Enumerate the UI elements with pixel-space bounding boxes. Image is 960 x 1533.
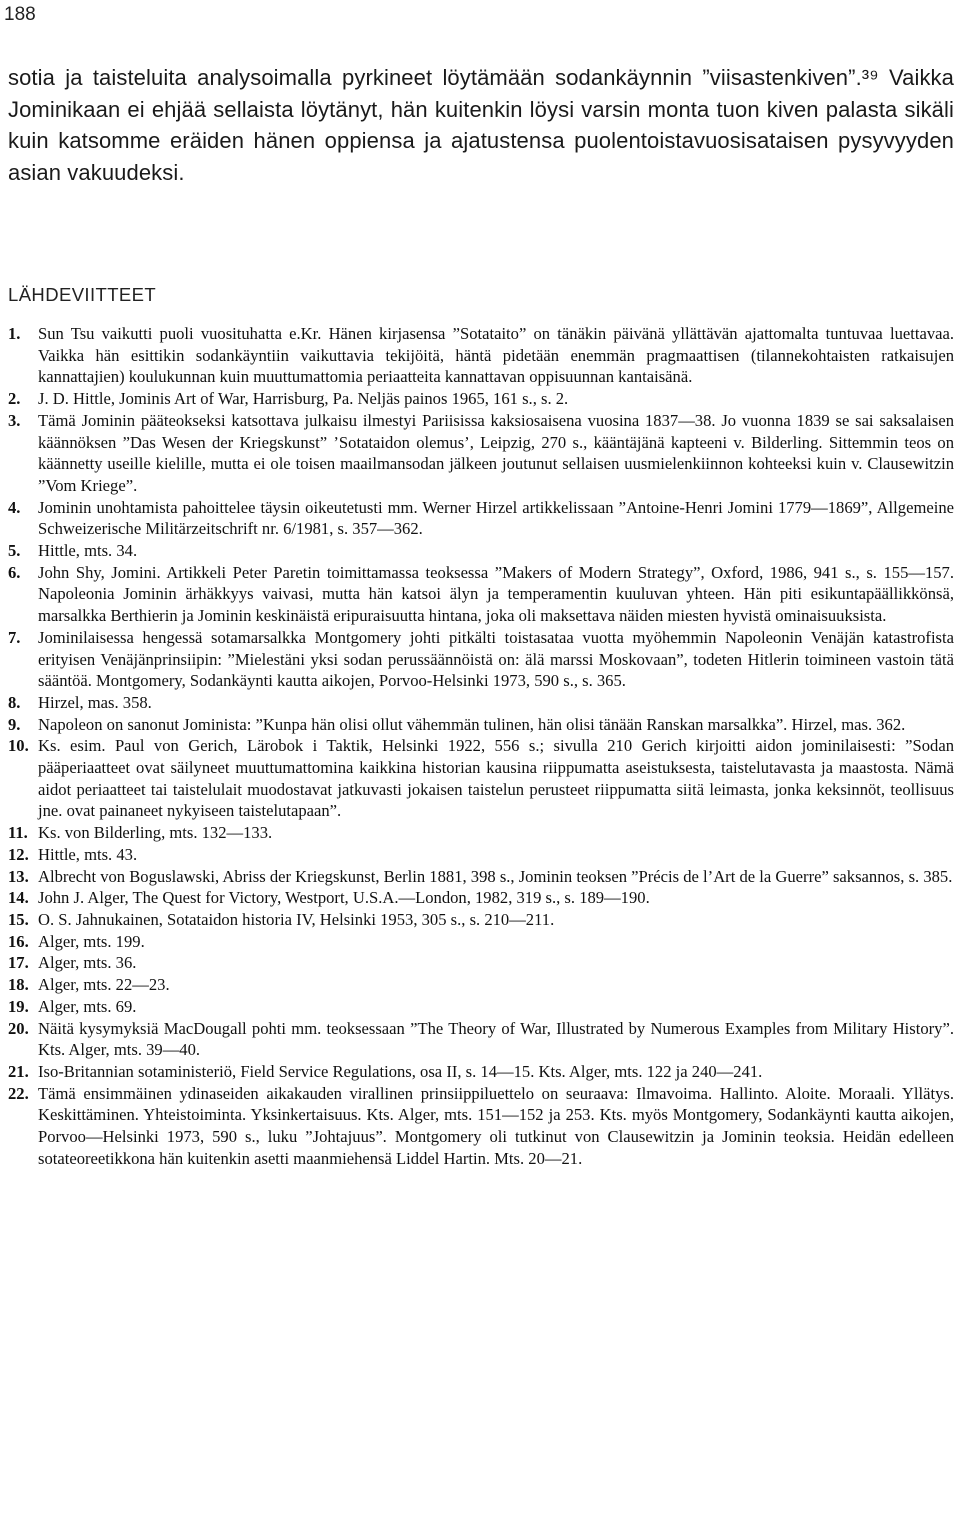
note-number: 8. xyxy=(8,692,21,712)
note-text: Hittle, mts. 43. xyxy=(38,844,138,864)
note-item xyxy=(8,714,954,736)
note-item xyxy=(8,410,954,497)
note-text: Alger, mts. 22—23. xyxy=(38,975,170,995)
section-heading: LÄHDEVIITTEET xyxy=(8,284,157,305)
note-item xyxy=(8,887,954,909)
note-text: Jominilaisessa hengessä sotamarsalkka Montgomery johti pitkälti toistasataa vuotta myöhemmin Napoleonin Venäjän katastrofista erityisen Venäjänprinsiipin: ”Mielestäni yksi sodan perussäännöistä on: älä marssi Moskovaan”, todeten Hitlerin toimineen vastoin tätä sääntöä. Montgomery, Sodankäynti kautta aikojen, Porvoo-Helsinki 1973, 590 s., s. 365. xyxy=(38,627,954,691)
note-item xyxy=(8,323,954,388)
note-text: Napoleon on sanonut Jominista: ”Kunpa hän olisi ollut vähemmän tulinen, hän olisi tänään Ranskan marsalkka”. Hirzel, mas. 362. xyxy=(38,714,906,734)
note-item xyxy=(8,497,954,540)
note-text: John Shy, Jomini. Artikkeli Peter Paretin toimittamassa teoksessa ”Makers of Modern Strategy”, Oxford, 1986, 941 s., s. 155—157. Napoleonia Jominin ärhäkkyys vaivasi, mutta hän katsoi älyn ja temperamentin kuuluvan yhteen. Hän piti esikuntapäällikkönsä, marsalkka Berthierin ja Jominin keskinäistä eripuraisuutta hintana, joka oli maksettava näiden miesten hyvistä ominaisuuksista. xyxy=(38,562,954,626)
note-number: 18. xyxy=(8,975,29,995)
note-text: Ks. von Bilderling, mts. 132—133. xyxy=(38,823,273,843)
note-item xyxy=(8,909,954,931)
note-item xyxy=(8,931,954,953)
note-item xyxy=(8,1061,954,1083)
note-text: Ks. esim. Paul von Gerich, Lärobok i Taktik, Helsinki 1922, 556 s.; sivulla 210 Gerich kirjoitti aidon jominilaisesti: ”Sodan pääperiaatteet ovat säilyneet muuttumattomina kaikkina historian kausina riippumatta aseistuksesta, taistelutavasta ja maastosta. Nämä aidot periaatteet tai taistelulait muodostavat jatkuvasti jokaisen taistelun perusteet riippumatta siitä leimasta, jonka keksinnöt, teollisuus jne. ovat painaneet nykyiseen taistelutapaan”. xyxy=(38,736,954,821)
note-item xyxy=(8,692,954,714)
note-number: 7. xyxy=(8,627,21,647)
body-paragraph: sotia ja taisteluita analysoimalla pyrkineet löytämään sodankäynnin ”viisastenkiven”.³⁹ Vaikka Jominikaan ei ehjää sellaista löytänyt, hän kuitenkin löysi varsin monta tuon kiven palasta sikäli kuin katsomme eräiden hänen oppiensa ja ajatustensa puolentoistavuosisataisen pysyvyyden asian vakuudeksi. xyxy=(8,65,954,185)
note-number: 5. xyxy=(8,541,21,561)
note-number: 9. xyxy=(8,714,21,734)
note-number: 16. xyxy=(8,931,29,951)
note-text: Tämä Jominin pääteokseksi katsottava julkaisu ilmestyi Pariisissa kaksiosaisena vuosina 1837—38. Jo vuonna 1839 se sai saksalaisen käännöksen ”Das Wesen der Kriegskunst” ’Sotataidon olemus’, Leipzig, 270 s., kääntäjänä kapteeni v. Bilderling. Sittemmin teos on käännetty useille kielille, mutta ei ole toisen maailmansodan jälkeen joutunut sellaisen uusmielenkiinnon kohteeksi kuin v. Clausewitzin ”Vom Kriege”. xyxy=(38,410,954,495)
note-number: 12. xyxy=(8,844,29,864)
note-text: Hittle, mts. 34. xyxy=(38,541,138,561)
note-item xyxy=(8,562,954,627)
page-number: 188 xyxy=(4,4,36,25)
note-item xyxy=(8,996,954,1018)
note-item xyxy=(8,540,954,562)
note-item xyxy=(8,735,954,822)
note-item xyxy=(8,866,954,888)
note-item xyxy=(8,952,954,974)
note-text: Sun Tsu vaikutti puoli vuosituhatta e.Kr. Hänen kirjasensa ”Sotataito” on tänäkin päivänä yllättävän ajattomalta tuntuvaa luettavaa. Vaikka hän esittikin sodankäyntiin vaikuttavia tekijöitä, häntä pidetään enemmän pragmaattisen (tilannekohtaisten ratkaisujen kannattajien) koulukunnan kuin muuttumattomia periaatteita kannattavan oppisuunnan kantaisänä. xyxy=(38,324,954,387)
note-text: O. S. Jahnukainen, Sotataidon historia IV, Helsinki 1953, 305 s., s. 210—211. xyxy=(38,909,555,929)
note-number: 14. xyxy=(8,888,29,908)
note-number: 3. xyxy=(8,410,21,430)
note-item xyxy=(8,1018,954,1061)
note-text: Alger, mts. 36. xyxy=(38,953,137,973)
note-number: 15. xyxy=(8,909,29,929)
note-text: J. D. Hittle, Jominis Art of War, Harrisburg, Pa. Neljäs painos 1965, 161 s., s. 2. xyxy=(38,389,569,409)
note-text: Tämä ensimmäinen ydinaseiden aikakauden virallinen prinsiippiluettelo on seuraava: Ilmavoima. Hallinto. Aloite. Moraali. Yllätys. Keskittäminen. Yhteistoiminta. Yksinkertaisuus. Kts. Alger, mts. 151—152 ja 253. Kts. myös Montgomery, Sodankäynti kautta aikojen, Porvoo—Helsinki 1973, 590 s., luku ”Johtajuus”. Montgomery oli tutkinut von Clausewitzin ja Jominin teoksia. Heidän edelleen sotateoreetikkona hän kuitenkin asetti maanmiehensä Liddel Hartin. Mts. 20—21. xyxy=(38,1083,954,1168)
note-number: 13. xyxy=(8,866,29,886)
note-text: Näitä kysymyksiä MacDougall pohti mm. teoksessaan ”The Theory of War, Illustrated by Numerous Examples from Military History”. Kts. Alger, mts. 39—40. xyxy=(38,1018,954,1060)
note-item xyxy=(8,627,954,692)
note-number: 4. xyxy=(8,497,21,517)
note-item xyxy=(8,1083,954,1170)
note-number: 10. xyxy=(8,736,29,756)
note-number: 21. xyxy=(8,1061,29,1081)
note-text: Alger, mts. 199. xyxy=(38,931,145,951)
note-text: Iso-Britannian sotaministeriö, Field Service Regulations, osa II, s. 14—15. Kts. Alger, mts. 122 ja 240—241. xyxy=(38,1061,763,1081)
note-number: 19. xyxy=(8,996,29,1016)
note-item xyxy=(8,974,954,996)
note-item xyxy=(8,388,954,410)
note-text: Alger, mts. 69. xyxy=(38,996,137,1016)
note-text: Hirzel, mas. 358. xyxy=(38,692,152,712)
note-item xyxy=(8,822,954,844)
note-text: Albrecht von Boguslawski, Abriss der Kriegskunst, Berlin 1881, 398 s., Jominin teoksen ”Précis de l’Art de la Guerre” saksannos, s. 385. xyxy=(38,866,953,886)
note-text: John J. Alger, The Quest for Victory, Westport, U.S.A.—London, 1982, 319 s., s. 189—190. xyxy=(38,888,650,908)
note-number: 1. xyxy=(8,324,21,343)
note-item xyxy=(8,844,954,866)
note-number: 6. xyxy=(8,562,21,582)
note-text: Jominin unohtamista pahoittelee täysin oikeutetusti mm. Werner Hirzel artikkelissaan ”Antoine-Henri Jomini 1779—1869”, Allgemeine Schweizerische Militärzeitschrift nr. 6/1981, s. 357—362. xyxy=(38,497,954,539)
note-number: 17. xyxy=(8,953,29,973)
note-number: 20. xyxy=(8,1018,29,1038)
note-number: 2. xyxy=(8,389,21,409)
note-number: 11. xyxy=(8,823,28,843)
note-number: 22. xyxy=(8,1083,29,1103)
notes-list xyxy=(8,323,954,1169)
